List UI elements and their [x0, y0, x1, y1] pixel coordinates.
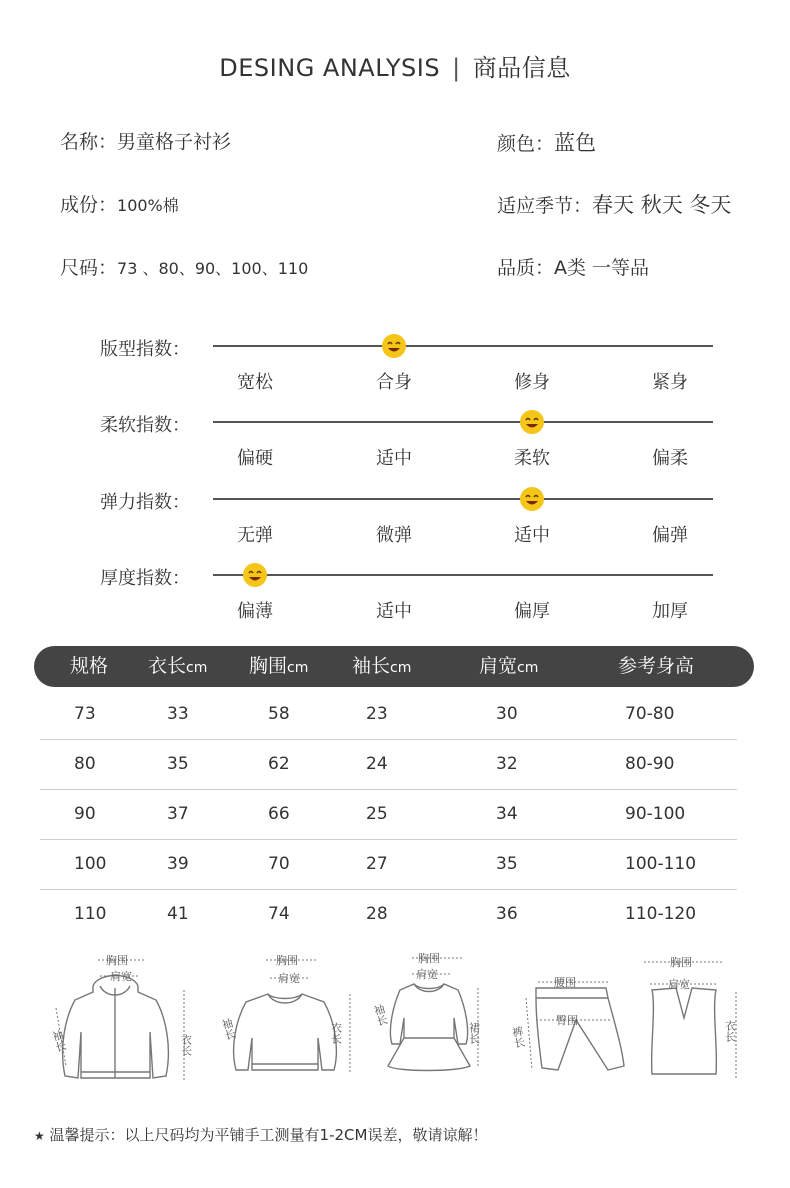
scale-option: 修身	[514, 372, 550, 393]
pants-hip-label: 臀围	[556, 1014, 578, 1027]
sweater-chest-label: 胸围	[276, 954, 298, 967]
dress-chest-label: 胸围	[418, 952, 440, 965]
table-row	[40, 889, 737, 939]
vest-shoulder-label: 肩宽	[668, 978, 690, 991]
vest-chest-label: 胸围	[670, 956, 692, 969]
table-cell: 58	[268, 704, 290, 724]
th-height: 参考身高	[618, 655, 695, 677]
info-quality-label: 品质：	[497, 257, 555, 279]
table-cell: 80-90	[625, 754, 675, 774]
scale-option: 适中	[376, 448, 412, 469]
table-cell: 110	[74, 904, 107, 924]
dress-length-label: 裙长	[467, 1022, 481, 1044]
footer-tip	[34, 1124, 487, 1145]
table-cell: 28	[366, 904, 388, 924]
table-cell: 66	[268, 804, 290, 824]
dress-diagram	[366, 948, 526, 1088]
info-color-label: 颜色：	[497, 133, 555, 155]
scale-track	[213, 345, 713, 347]
page-title	[0, 48, 790, 83]
scale-label: 柔软指数：	[100, 415, 190, 436]
table-cell: 35	[167, 754, 189, 774]
info-name-value: 男童格子衬衫	[117, 131, 232, 153]
info-fabric	[60, 190, 179, 217]
table-cell: 32	[496, 754, 518, 774]
table-cell: 100-110	[625, 854, 697, 874]
table-cell: 80	[74, 754, 96, 774]
info-color-value: 蓝色	[554, 131, 597, 155]
info-size-label: 尺码：	[60, 257, 118, 279]
dress-shoulder-label: 肩宽	[416, 968, 438, 981]
info-quality-value: A类 一等品	[554, 257, 650, 279]
info-size-value: 73 、80、90、100、110	[117, 259, 309, 278]
scale-label: 厚度指数：	[100, 568, 190, 589]
scale-label: 弹力指数：	[100, 492, 190, 513]
table-cell: 30	[496, 704, 518, 724]
table-cell: 34	[496, 804, 518, 824]
info-season-label: 适应季节：	[497, 195, 593, 217]
table-cell: 90-100	[625, 804, 686, 824]
title-separator: |	[452, 54, 461, 82]
table-row	[40, 789, 737, 840]
vest-diagram	[632, 948, 772, 1088]
pants-waist-label: 腰围	[554, 976, 576, 989]
info-quality	[497, 253, 649, 280]
table-cell: 24	[366, 754, 388, 774]
pants-length-label: 裤长	[509, 1025, 527, 1049]
scale-option: 适中	[514, 525, 550, 546]
table-cell: 100	[74, 854, 107, 874]
footer-tip-text: 温馨提示：以上尺码均为平铺手工测量有1-2CM误差，敬请谅解！	[49, 1126, 488, 1144]
scale-option: 偏弹	[652, 525, 688, 546]
scale-label: 版型指数：	[100, 339, 190, 360]
smiley-marker-icon	[519, 486, 545, 512]
table-cell: 35	[496, 854, 518, 874]
table-cell: 27	[366, 854, 388, 874]
smiley-marker-icon	[381, 333, 407, 359]
info-fabric-value: 100%棉	[117, 196, 179, 215]
dress-sleeve-label: 袖长	[371, 1002, 390, 1028]
scale-option: 偏硬	[237, 448, 273, 469]
title-cn: 商品信息	[472, 54, 571, 82]
smiley-marker-icon	[242, 562, 268, 588]
table-cell: 23	[366, 704, 388, 724]
vest-length-label: 衣长	[723, 1020, 737, 1042]
scale-option: 紧身	[652, 372, 688, 393]
info-name	[60, 127, 231, 154]
scale-option: 偏薄	[237, 601, 273, 622]
scale-option: 无弹	[237, 525, 273, 546]
th-sleeve: 袖长cm	[352, 655, 412, 677]
jacket-shoulder-label: 肩宽	[110, 970, 132, 983]
info-name-label: 名称：	[60, 131, 118, 153]
table-cell: 70-80	[625, 704, 675, 724]
scale-option: 柔软	[514, 448, 550, 469]
table-cell: 90	[74, 804, 96, 824]
scale-option: 微弹	[376, 525, 412, 546]
scale-track	[213, 574, 713, 576]
table-cell: 37	[167, 804, 189, 824]
scale-track	[213, 498, 713, 500]
table-cell: 36	[496, 904, 518, 924]
jacket-length-label: 衣长	[179, 1034, 193, 1056]
info-color	[497, 127, 596, 157]
scale-option: 适中	[376, 601, 412, 622]
table-cell: 41	[167, 904, 189, 924]
th-length: 衣长cm	[148, 655, 208, 677]
sweater-length-label: 衣长	[329, 1022, 343, 1044]
table-cell: 70	[268, 854, 290, 874]
pants-diagram	[506, 948, 646, 1088]
table-cell: 25	[366, 804, 388, 824]
table-row	[40, 839, 737, 890]
th-spec: 规格	[70, 655, 109, 677]
info-season	[497, 189, 731, 219]
size-table-header	[34, 646, 754, 687]
info-season-value: 春天 秋天 冬天	[592, 193, 732, 217]
scale-option: 偏柔	[652, 448, 688, 469]
table-row	[40, 739, 737, 790]
jacket-sleeve-label: 袖长	[49, 1028, 68, 1054]
table-cell: 74	[268, 904, 290, 924]
table-row	[40, 689, 737, 740]
scale-option: 宽松	[237, 372, 273, 393]
title-en: DESING ANALYSIS	[219, 54, 441, 82]
sweater-shoulder-label: 肩宽	[278, 972, 300, 985]
sweater-sleeve-label: 袖长	[219, 1016, 238, 1042]
th-chest: 胸围cm	[249, 655, 309, 677]
info-size	[60, 253, 308, 280]
scale-option: 偏厚	[514, 601, 550, 622]
jacket-diagram	[38, 948, 198, 1088]
scale-option: 合身	[376, 372, 412, 393]
smiley-marker-icon	[519, 409, 545, 435]
table-cell: 39	[167, 854, 189, 874]
jacket-chest-label: 胸围	[106, 954, 128, 967]
sweater-diagram	[208, 948, 368, 1088]
table-cell: 73	[74, 704, 96, 724]
th-shoulder: 肩宽cm	[479, 655, 539, 677]
star-icon: ★	[34, 1129, 45, 1143]
table-cell: 62	[268, 754, 290, 774]
table-cell: 33	[167, 704, 189, 724]
info-fabric-label: 成份：	[60, 194, 118, 216]
table-cell: 110-120	[625, 904, 697, 924]
scale-option: 加厚	[652, 601, 688, 622]
scale-track	[213, 421, 713, 423]
